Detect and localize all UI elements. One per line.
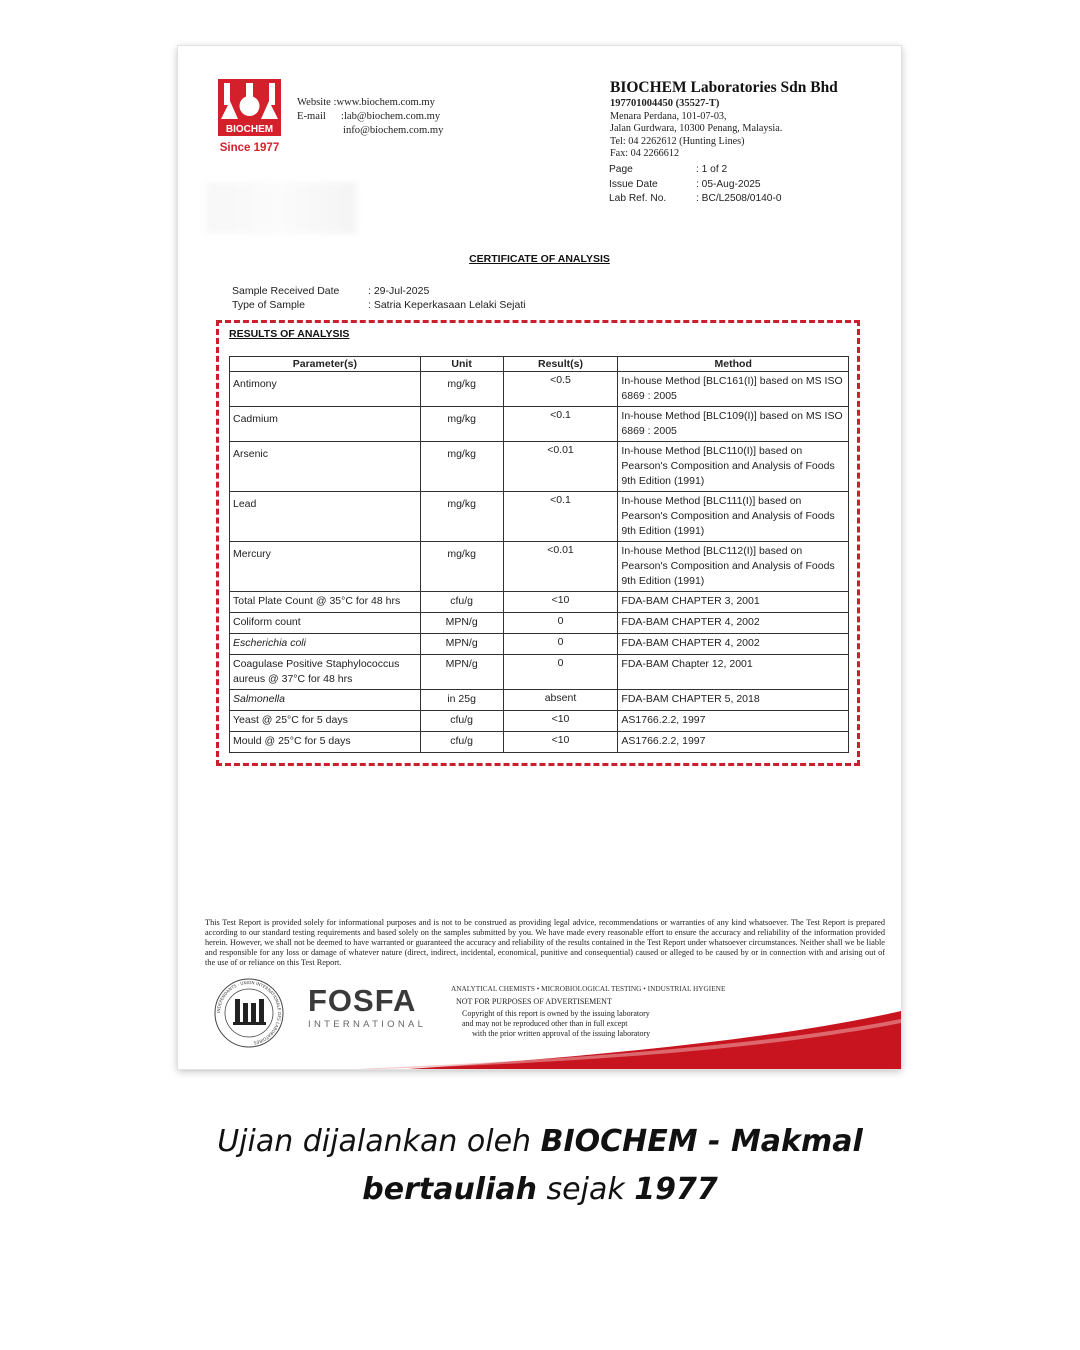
param-cell: Arsenic	[230, 442, 421, 492]
fosfa-subtitle: INTERNATIONAL	[308, 1019, 427, 1030]
unit-cell: mg/kg	[420, 407, 503, 442]
unit-cell: cfu/g	[420, 711, 503, 732]
company-address	[610, 111, 838, 161]
lab-ref-label: Lab Ref. No.	[609, 193, 667, 204]
address-line-1: Menara Perdana, 101-07-03,	[610, 111, 727, 122]
method-cell: In-house Method [BLC161(I)] based on MS ISO 6869 : 2005	[618, 372, 849, 407]
method-cell: AS1766.2.2, 1997	[618, 732, 849, 753]
header-parameter: Parameter(s)	[230, 357, 421, 372]
page-value: : 1 of 2	[696, 164, 728, 175]
param-cell: Total Plate Count @ 35°C for 48 hrs	[230, 592, 421, 613]
caption-part-1: Ujian dijalankan oleh	[217, 1124, 541, 1159]
table-row	[230, 655, 849, 690]
result-cell: absent	[503, 690, 618, 711]
param-cell: Cadmium	[230, 407, 421, 442]
unit-cell: MPN/g	[420, 655, 503, 690]
blurred-redaction	[206, 182, 356, 234]
email-link-lab[interactable]: lab@biochem.com.my	[343, 111, 441, 122]
badge-ring-text: INDEPENDANTS · UNION INTERNATIONALE DES LABORATOIRES	[215, 979, 283, 1046]
table-header-row	[230, 357, 849, 372]
website-label: Website :	[297, 97, 337, 108]
method-cell: In-house Method [BLC110(I)] based on Pearson's Composition and Analysis of Foods 9th Edition (1991)	[618, 442, 849, 492]
param-cell: Yeast @ 25°C for 5 days	[230, 711, 421, 732]
fosfa-logo	[308, 984, 426, 1030]
result-cell: <0.01	[503, 542, 618, 592]
email-link-info[interactable]: info@biochem.com.my	[343, 125, 444, 136]
method-cell: AS1766.2.2, 1997	[618, 711, 849, 732]
header-result: Result(s)	[503, 357, 618, 372]
company-registration: 197701004450 (35527-T)	[610, 98, 720, 109]
param-cell: Lead	[230, 492, 421, 542]
address-line-2: Jalan Gurdwara, 10300 Penang, Malaysia.	[610, 123, 783, 135]
result-cell: 0	[503, 655, 618, 690]
email-sep: :	[341, 111, 344, 122]
table-row	[230, 732, 849, 753]
table-row	[230, 492, 849, 542]
fosfa-wordmark: FOSFA	[308, 983, 417, 1018]
method-cell: In-house Method [BLC112(I)] based on Pearson's Composition and Analysis of Foods 9th Edition (1991)	[618, 542, 849, 592]
union-laboratoires-badge	[213, 977, 285, 1049]
sample-info	[232, 284, 526, 312]
fax: Fax: 04 2266612	[610, 148, 680, 160]
logo-wordmark: BIOCHEM	[225, 124, 274, 135]
caption	[0, 1118, 1080, 1214]
lab-ref-value: : BC/L2508/0140-0	[696, 193, 782, 204]
website-link[interactable]: www.biochem.com.my	[336, 97, 435, 108]
param-cell: Escherichia coli	[230, 634, 421, 655]
result-cell: <0.5	[503, 372, 618, 407]
table-row	[230, 372, 849, 407]
param-cell: Coagulase Positive Staphylococcus aureus @ 37°C for 48 hrs	[230, 655, 421, 690]
result-cell: <10	[503, 732, 618, 753]
result-cell: 0	[503, 634, 618, 655]
unit-cell: in 25g	[420, 690, 503, 711]
biochem-logo	[218, 79, 281, 154]
method-cell: FDA-BAM CHAPTER 4, 2002	[618, 634, 849, 655]
sample-received-label: Sample Received Date	[232, 285, 340, 297]
method-cell: FDA-BAM Chapter 12, 2001	[618, 655, 849, 690]
header-method: Method	[618, 357, 849, 372]
method-cell: FDA-BAM CHAPTER 5, 2018	[618, 690, 849, 711]
not-for-advertisement: NOT FOR PURPOSES OF ADVERTISEMENT	[456, 997, 612, 1006]
page-label: Page	[609, 164, 633, 175]
method-cell: In-house Method [BLC109(I)] based on MS ISO 6869 : 2005	[618, 407, 849, 442]
logo-since: Since 1977	[219, 142, 280, 154]
company-name: BIOCHEM Laboratories Sdn Bhd	[610, 79, 838, 96]
unit-cell: cfu/g	[420, 732, 503, 753]
sample-received-value: : 29-Jul-2025	[368, 285, 430, 297]
unit-cell: cfu/g	[420, 592, 503, 613]
results-title: RESULTS OF ANALYSIS	[229, 328, 350, 340]
table-row	[230, 711, 849, 732]
copyright-line-2: and may not be reproduced other than in full except	[462, 1019, 628, 1028]
param-cell: Mercury	[230, 542, 421, 592]
table-row	[230, 542, 849, 592]
table-row	[230, 592, 849, 613]
svg-text:INDEPENDANTS · UNION INTERNATI	[216, 980, 282, 1046]
param-cell: Antimony	[230, 372, 421, 407]
certificate-document	[178, 46, 901, 1069]
sample-type-label: Type of Sample	[232, 299, 305, 311]
results-table	[229, 356, 849, 753]
copyright-line-3: with the prior written approval of the issuing laboratory	[472, 1029, 651, 1038]
company-header	[610, 79, 838, 161]
result-cell: <0.1	[503, 492, 618, 542]
result-cell: <0.1	[503, 407, 618, 442]
caption-part-5: 1977	[634, 1172, 718, 1207]
result-cell: <0.01	[503, 442, 618, 492]
copyright-line-1: Copyright of this report is owned by the issuing laboratory	[462, 1009, 650, 1018]
unit-cell: mg/kg	[420, 542, 503, 592]
header-unit: Unit	[420, 357, 503, 372]
result-cell: <10	[503, 711, 618, 732]
telephone: Tel: 04 2262612 (Hunting Lines)	[610, 135, 745, 147]
method-cell: FDA-BAM CHAPTER 4, 2002	[618, 613, 849, 634]
disclaimer-text: This Test Report is provided solely for informational purposes and is not to be construed as providing legal advice, recommendations or warranties of any kind whatsoever. The Test Report is prepared according to our standard testing requirements and based solely on the samples submitted by you. We have made every reasonable effort to ensure the accuracy and reliability of the information provided herein. However, we shall not be deemed to have warranted or guaranteed the accuracy and reliability of the results contained in the Test Report under whatsoever circumstances. Neither shall we be liable and responsible for any loss or damage of whatever nature (direct, indirect, incidental, economical, punitive and consequential) caused or alleged to be caused by or in connection with and arising out of the use of or reliance on this Test Report.	[205, 918, 885, 967]
caption-part-3: bertauliah	[362, 1172, 537, 1207]
copyright-notice	[462, 1009, 650, 1039]
param-cell: Mould @ 25°C for 5 days	[230, 732, 421, 753]
sample-type-value: : Satria Keperkasaan Lelaki Sejati	[368, 299, 526, 311]
issue-date-label: Issue Date	[609, 178, 658, 190]
certificate-title: CERTIFICATE OF ANALYSIS	[469, 253, 610, 265]
method-cell: FDA-BAM CHAPTER 3, 2001	[618, 592, 849, 613]
method-cell: In-house Method [BLC111(I)] based on Pearson's Composition and Analysis of Foods 9th Edition (1991)	[618, 492, 849, 542]
table-row	[230, 407, 849, 442]
contact-info	[297, 96, 443, 138]
table-row	[230, 690, 849, 711]
param-cell: Coliform count	[230, 613, 421, 634]
unit-cell: mg/kg	[420, 492, 503, 542]
caption-part-4: sejak	[536, 1172, 635, 1207]
unit-cell: MPN/g	[420, 613, 503, 634]
unit-cell: mg/kg	[420, 442, 503, 492]
result-cell: <10	[503, 592, 618, 613]
unit-cell: MPN/g	[420, 634, 503, 655]
email-label: E-mail	[297, 111, 326, 122]
services-line: ANALYTICAL CHEMISTS • MICROBIOLOGICAL TESTING • INDUSTRIAL HYGIENE	[451, 984, 726, 993]
issue-date-value: : 05-Aug-2025	[696, 178, 761, 190]
report-meta	[609, 163, 782, 207]
table-row	[230, 613, 849, 634]
caption-part-2: BIOCHEM - Makmal	[540, 1124, 863, 1159]
unit-cell: mg/kg	[420, 372, 503, 407]
table-row	[230, 634, 849, 655]
result-cell: 0	[503, 613, 618, 634]
param-cell: Salmonella	[230, 690, 421, 711]
table-row	[230, 442, 849, 492]
